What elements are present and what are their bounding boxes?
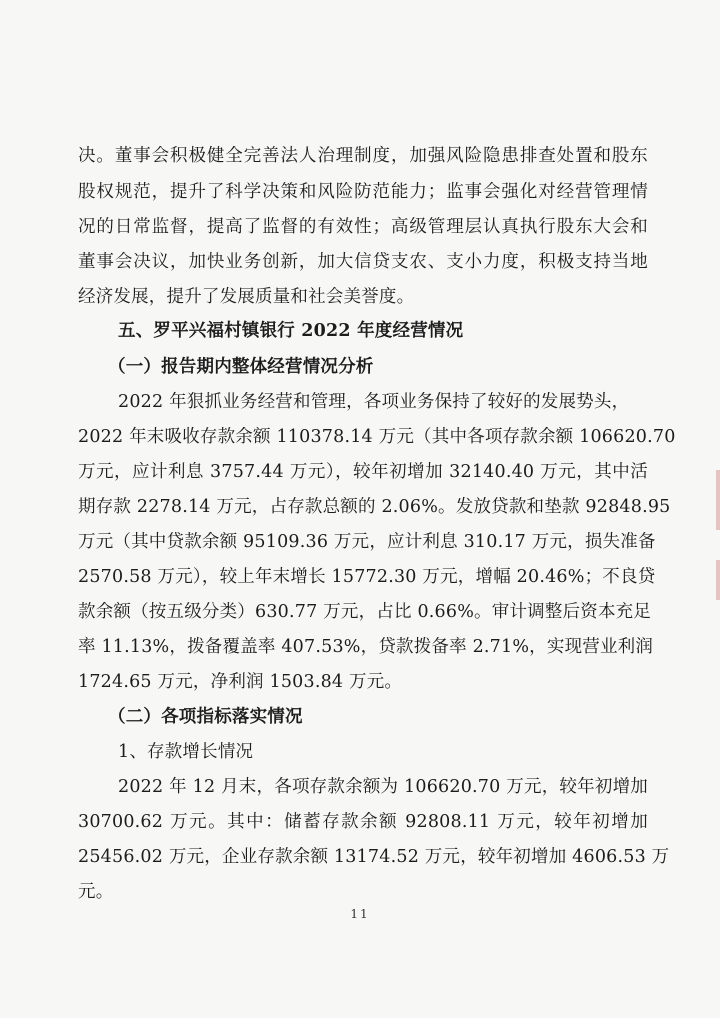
subsection-heading: （二）各项指标落实情况: [108, 707, 303, 727]
paragraph-line: 元。: [78, 882, 114, 902]
paragraph-line: 经济发展，提升了发展质量和社会美誉度。: [78, 287, 415, 307]
paragraph-line: 2022 年狠抓业务经营和管理，各项业务保持了较好的发展势头，: [118, 392, 630, 412]
paragraph-line: 2022 年末吸收存款余额 110378.14 万元（其中各项存款余额 106620.70: [78, 427, 676, 447]
paragraph-line: 万元（其中贷款余额 95109.36 万元，应计利息 310.17 万元，损失准备: [78, 532, 656, 552]
edge-stamp-mark: [716, 470, 720, 530]
paragraph-line: 2570.58 万元），较上年末增长 15772.30 万元，增幅 20.46%；不良贷: [78, 567, 656, 587]
paragraph-line: 1724.65 万元，净利润 1503.84 万元。: [78, 672, 403, 692]
paragraph-line: 况的日常监督，提高了监督的有效性；高级管理层认真执行股东大会和: [78, 217, 648, 237]
paragraph-line: 25456.02 万元，企业存款余额 13174.52 万元，较年初增加 4606.53 万: [78, 847, 670, 867]
paragraph-line: 股权规范，提升了科学决策和风险防范能力；监事会强化对经营管理情: [78, 182, 648, 202]
paragraph-line: 款余额（按五级分类）630.77 万元，占比 0.66%。审计调整后资本充足: [78, 602, 652, 622]
paragraph-line: 万元，应计利息 3757.44 万元），较年初增加 32140.40 万元，其中活: [78, 462, 648, 482]
paragraph-line: 2022 年 12 月末，各项存款余额为 106620.70 万元，较年初增加: [118, 777, 648, 797]
edge-stamp-mark: [716, 560, 720, 600]
page-number: 11: [350, 907, 370, 921]
item-heading: 1、存款增长情况: [118, 742, 254, 762]
paragraph-line: 率 11.13%，拨备覆盖率 407.53%，贷款拨备率 2.71%，实现营业利润: [78, 637, 654, 657]
paragraph-line: 期存款 2278.14 万元，占存款总额的 2.06%。发放贷款和垫款 92848.95: [78, 497, 671, 517]
paragraph-line: 30700.62 万元。其中：储蓄存款余额 92808.11 万元，较年初增加: [78, 812, 648, 832]
paragraph-line: 董事会决议，加快业务创新，加大信贷支农、支小力度，积极支持当地: [78, 252, 648, 272]
subsection-heading: （一）报告期内整体经营情况分析: [108, 357, 374, 377]
section-heading: 五、罗平兴福村镇银行 2022 年度经营情况: [118, 321, 464, 341]
paragraph-line: 决。董事会积极健全完善法人治理制度，加强风险隐患排查处置和股东: [78, 146, 648, 166]
